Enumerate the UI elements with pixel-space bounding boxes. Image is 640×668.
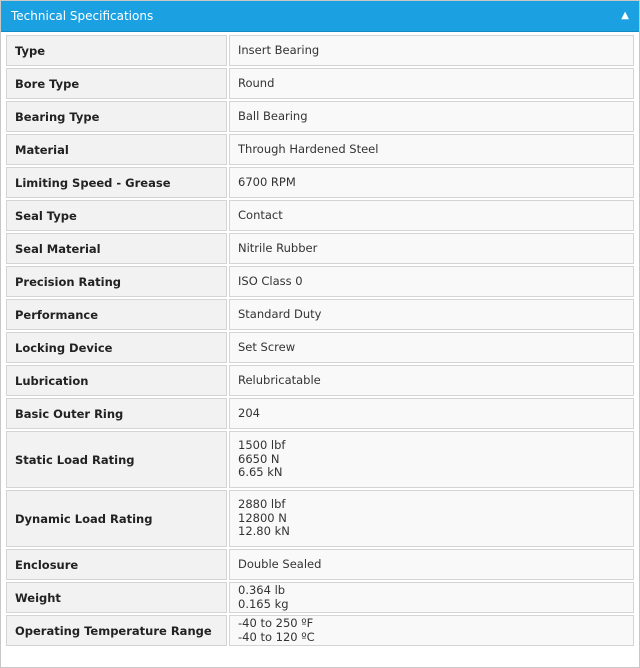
spec-value [229, 134, 634, 165]
spec-value-line: Round [238, 75, 275, 90]
spec-value-line: Ball Bearing [238, 108, 308, 123]
spec-label: Operating Temperature Range [6, 615, 227, 646]
spec-value [229, 582, 634, 613]
spec-value-line: 2880 lbf [238, 497, 286, 512]
spec-value-line: 6700 RPM [238, 174, 296, 189]
spec-label: Basic Outer Ring [6, 398, 227, 429]
table-row [6, 299, 634, 330]
spec-value-line: -40 to 120 ºC [238, 629, 315, 644]
table-row [6, 266, 634, 297]
spec-value-line: 6.65 kN [238, 465, 283, 480]
spec-label: Static Load Rating [6, 431, 227, 488]
table-row [6, 365, 634, 396]
spec-label: Precision Rating [6, 266, 227, 297]
chevron-up-icon[interactable]: ▲ [621, 10, 629, 21]
spec-value [229, 101, 634, 132]
table-row [6, 615, 634, 646]
spec-value-line: Standard Duty [238, 306, 322, 321]
spec-value [229, 35, 634, 66]
spec-value-line: Insert Bearing [238, 42, 320, 57]
spec-value-line: Nitrile Rubber [238, 240, 318, 255]
spec-value [229, 233, 634, 264]
table-row [6, 582, 634, 613]
table-row [6, 431, 634, 488]
spec-value-line: -40 to 250 ºF [238, 616, 314, 630]
spec-value-line: 204 [238, 405, 260, 420]
spec-value [229, 549, 634, 580]
spec-label: Seal Type [6, 200, 227, 231]
spec-label: Lubrication [6, 365, 227, 396]
spec-label: Locking Device [6, 332, 227, 363]
panel-title: Technical Specifications [11, 9, 154, 23]
table-row [6, 200, 634, 231]
spec-value [229, 615, 634, 646]
spec-value-line: 0.364 lb [238, 583, 286, 597]
spec-value-line: Through Hardened Steel [238, 141, 379, 156]
table-row [6, 233, 634, 264]
table-row [6, 332, 634, 363]
spec-value [229, 167, 634, 198]
spec-label: Seal Material [6, 233, 227, 264]
spec-value [229, 299, 634, 330]
spec-value [229, 431, 634, 488]
specifications-table [4, 33, 636, 648]
spec-label: Bearing Type [6, 101, 227, 132]
spec-value-line: Set Screw [238, 339, 296, 354]
spec-label: Enclosure [6, 549, 227, 580]
spec-value-line: 1500 lbf [238, 438, 286, 453]
table-row [6, 167, 634, 198]
spec-value [229, 332, 634, 363]
spec-value-line: ISO Class 0 [238, 273, 303, 288]
spec-value [229, 68, 634, 99]
table-row [6, 549, 634, 580]
table-row [6, 101, 634, 132]
spec-label: Material [6, 134, 227, 165]
spec-label: Weight [6, 582, 227, 613]
spec-label: Performance [6, 299, 227, 330]
table-row [6, 398, 634, 429]
spec-value-line: Double Sealed [238, 556, 322, 571]
table-row [6, 490, 634, 547]
panel-header[interactable] [1, 1, 639, 32]
spec-value [229, 266, 634, 297]
spec-label: Bore Type [6, 68, 227, 99]
spec-value-line: 12800 N [238, 510, 287, 525]
spec-value [229, 490, 634, 547]
spec-value [229, 398, 634, 429]
spec-label: Limiting Speed - Grease [6, 167, 227, 198]
table-row [6, 35, 634, 66]
spec-value-line: 0.165 kg [238, 596, 289, 611]
spec-value-line: 12.80 kN [238, 524, 290, 539]
spec-label: Dynamic Load Rating [6, 490, 227, 547]
spec-label: Type [6, 35, 227, 66]
spec-value-line: Contact [238, 207, 283, 222]
table-row [6, 134, 634, 165]
spec-value-line: Relubricatable [238, 372, 321, 387]
spec-value-line: 6650 N [238, 451, 280, 466]
spec-value [229, 200, 634, 231]
table-row [6, 68, 634, 99]
spec-value [229, 365, 634, 396]
